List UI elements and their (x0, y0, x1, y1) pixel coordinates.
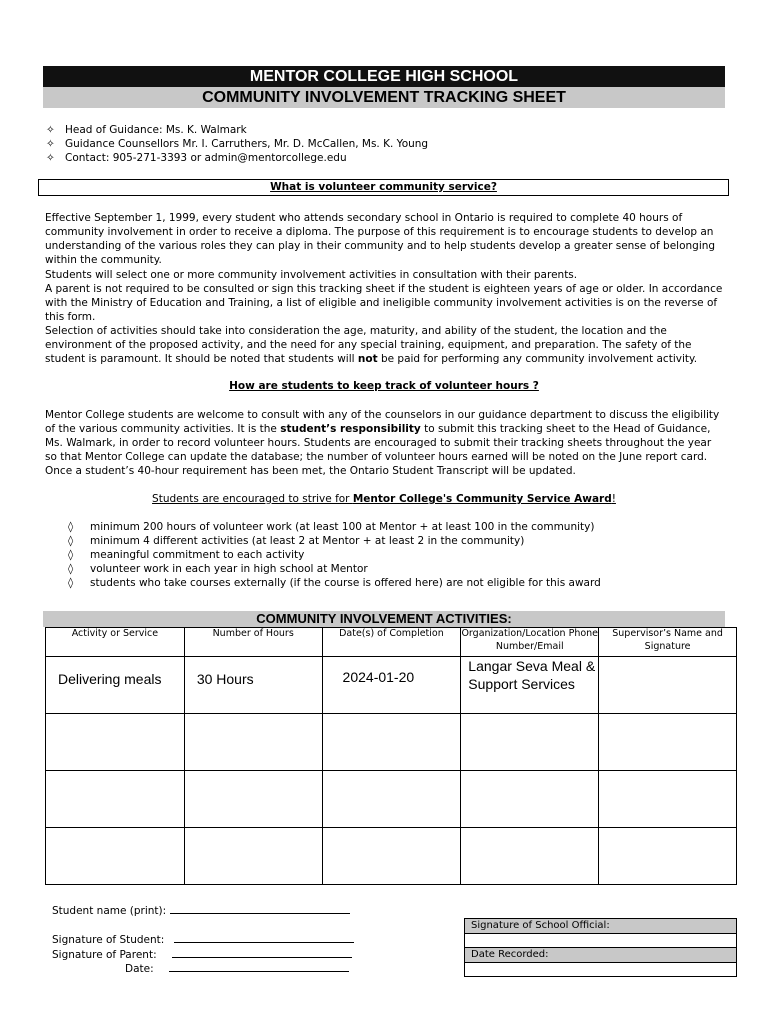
organization-cell[interactable] (461, 714, 599, 771)
supervisor-cell[interactable] (599, 771, 737, 828)
list-item: ◊ meaningful commitment to each activity (68, 549, 305, 562)
official-signature-input[interactable] (465, 933, 736, 948)
supervisor-cell[interactable] (599, 828, 737, 885)
activity-cell[interactable] (46, 828, 185, 885)
four-point-star-icon: ✧ (46, 138, 55, 150)
hours-cell[interactable]: 30 Hours (184, 657, 322, 714)
activities-table (45, 627, 737, 885)
school-official-box (464, 918, 737, 977)
intro-paragraph: Effective September 1, 1999, every student who attends secondary school in Ontario is required to complete 40 hours of community involvement in order to receive a diploma. The purpose of this requirement is to encourage students to develop an understanding of the various roles they can play in their community and to help students develop a greater sense of belonging within the community. (45, 212, 716, 267)
tracking-paragraph: Mentor College students are welcome to consult with any of the counselors in our guidance department to discuss the eligibility of the various community activities. It is the student’s responsibility to submit this tracking sheet to the Head of Guidance, Ms. Walmark, in order to record volunteer hours. Students are encouraged to submit their tracking sheets throughout the year so that Mentor College can update the database; the number of volunteer hours earned will be noted on the June report card. Once a student’s 40-hour requirement has been met, the Ontario Student Transcript will be updated. (45, 409, 720, 478)
student-name-line[interactable] (170, 913, 350, 914)
activities-heading: COMMUNITY INVOLVEMENT ACTIVITIES: (43, 611, 725, 627)
student-name-label: Student name (print): (52, 905, 167, 917)
four-point-star-icon: ✧ (46, 152, 55, 164)
award-heading: Students are encouraged to strive for Mentor College's Community Service Award! (152, 493, 616, 505)
column-header: Supervisor’s Name and Signature (599, 628, 737, 657)
diamond-outline-icon: ◊ (68, 521, 74, 533)
activity-cell[interactable]: Delivering meals (46, 657, 185, 714)
table-row (46, 657, 737, 714)
safety-paragraph: Selection of activities should take into consideration the age, maturity, and ability of the student, the location and the environment of the proposed activity, and the need for any special training, equipment, and preparation. The safety of the student is paramount. It should be noted that students will not be paid for performing any community involvement activity. (45, 325, 698, 366)
volunteer-service-heading: What is volunteer community service? (38, 179, 729, 196)
diamond-outline-icon: ◊ (68, 549, 74, 562)
column-header: Organization/Location Phone Number/Email (461, 628, 599, 657)
table-row (46, 771, 737, 828)
column-header: Date(s) of Completion (322, 628, 461, 657)
diamond-outline-icon: ◊ (68, 535, 74, 548)
activity-cell[interactable] (46, 771, 185, 828)
supervisor-cell[interactable] (599, 714, 737, 771)
tracking-heading: How are students to keep track of volunteer hours ? (229, 380, 539, 392)
date-recorded-label: Date Recorded: (465, 948, 736, 962)
date-line[interactable] (169, 971, 349, 972)
column-header: Number of Hours (184, 628, 322, 657)
official-signature-label: Signature of School Official: (465, 919, 736, 933)
parent-signature-line[interactable] (172, 957, 352, 958)
school-name-banner: MENTOR COLLEGE HIGH SCHOOL (43, 66, 725, 87)
organization-cell[interactable] (461, 828, 599, 885)
table-row (46, 714, 737, 771)
student-name-field (52, 905, 350, 917)
table-header-row (46, 628, 737, 657)
parent-signature-label: Signature of Parent: (52, 949, 157, 961)
diamond-outline-icon: ◊ (68, 563, 74, 576)
list-item: ◊ students who take courses externally (if the course is offered here) are not eligible for this award (68, 577, 601, 590)
organization-cell[interactable]: Langar Seva Meal & Support Services (461, 657, 599, 714)
diamond-outline-icon: ◊ (68, 577, 74, 590)
date-label: Date: (125, 963, 154, 975)
contact-item: ✧ Guidance Counsellors Mr. I. Carruthers, Mr. D. McCallen, Ms. K. Young (46, 138, 429, 150)
organization-cell[interactable] (461, 771, 599, 828)
four-point-star-icon: ✧ (46, 124, 55, 136)
list-item: ◊ minimum 200 hours of volunteer work (at least 100 at Mentor + at least 100 in the community) (68, 521, 595, 533)
date-cell[interactable] (322, 771, 461, 828)
hours-cell[interactable] (184, 714, 322, 771)
award-criteria-list (68, 520, 601, 590)
date-cell[interactable]: 2024-01-20 (322, 657, 461, 714)
column-header: Activity or Service (46, 628, 185, 657)
date-recorded-input[interactable] (465, 962, 736, 976)
activity-cell[interactable] (46, 714, 185, 771)
table-row (46, 828, 737, 885)
selection-paragraph: Students will select one or more community involvement activities in consultation with their parents. A parent is not required to be consulted or sign this tracking sheet if the student is eighteen years of age or older. In accordance with the Ministry of Education and Training, a list of eligible and ineligible community involvement activities is on the reverse of this form. (45, 269, 723, 324)
date-cell[interactable] (322, 714, 461, 771)
student-signature-line[interactable] (174, 942, 354, 943)
sheet-title-banner: COMMUNITY INVOLVEMENT TRACKING SHEET (43, 87, 725, 108)
date-field (125, 963, 349, 975)
list-item: ◊ minimum 4 different activities (at least 2 at Mentor + at least 2 in the community) (68, 535, 525, 548)
list-item: ◊ volunteer work in each year in high school at Mentor (68, 563, 368, 576)
student-signature-label: Signature of Student: (52, 934, 165, 946)
hours-cell[interactable] (184, 771, 322, 828)
supervisor-cell[interactable] (599, 657, 737, 714)
student-signature-field (52, 934, 354, 946)
date-cell[interactable] (322, 828, 461, 885)
hours-cell[interactable] (184, 828, 322, 885)
contact-item: ✧ Head of Guidance: Ms. K. Walmark (46, 124, 247, 136)
contact-item: ✧ Contact: 905-271-3393 or admin@mentorcollege.edu (46, 152, 347, 164)
contacts-list (46, 123, 428, 165)
parent-signature-field (52, 949, 352, 961)
